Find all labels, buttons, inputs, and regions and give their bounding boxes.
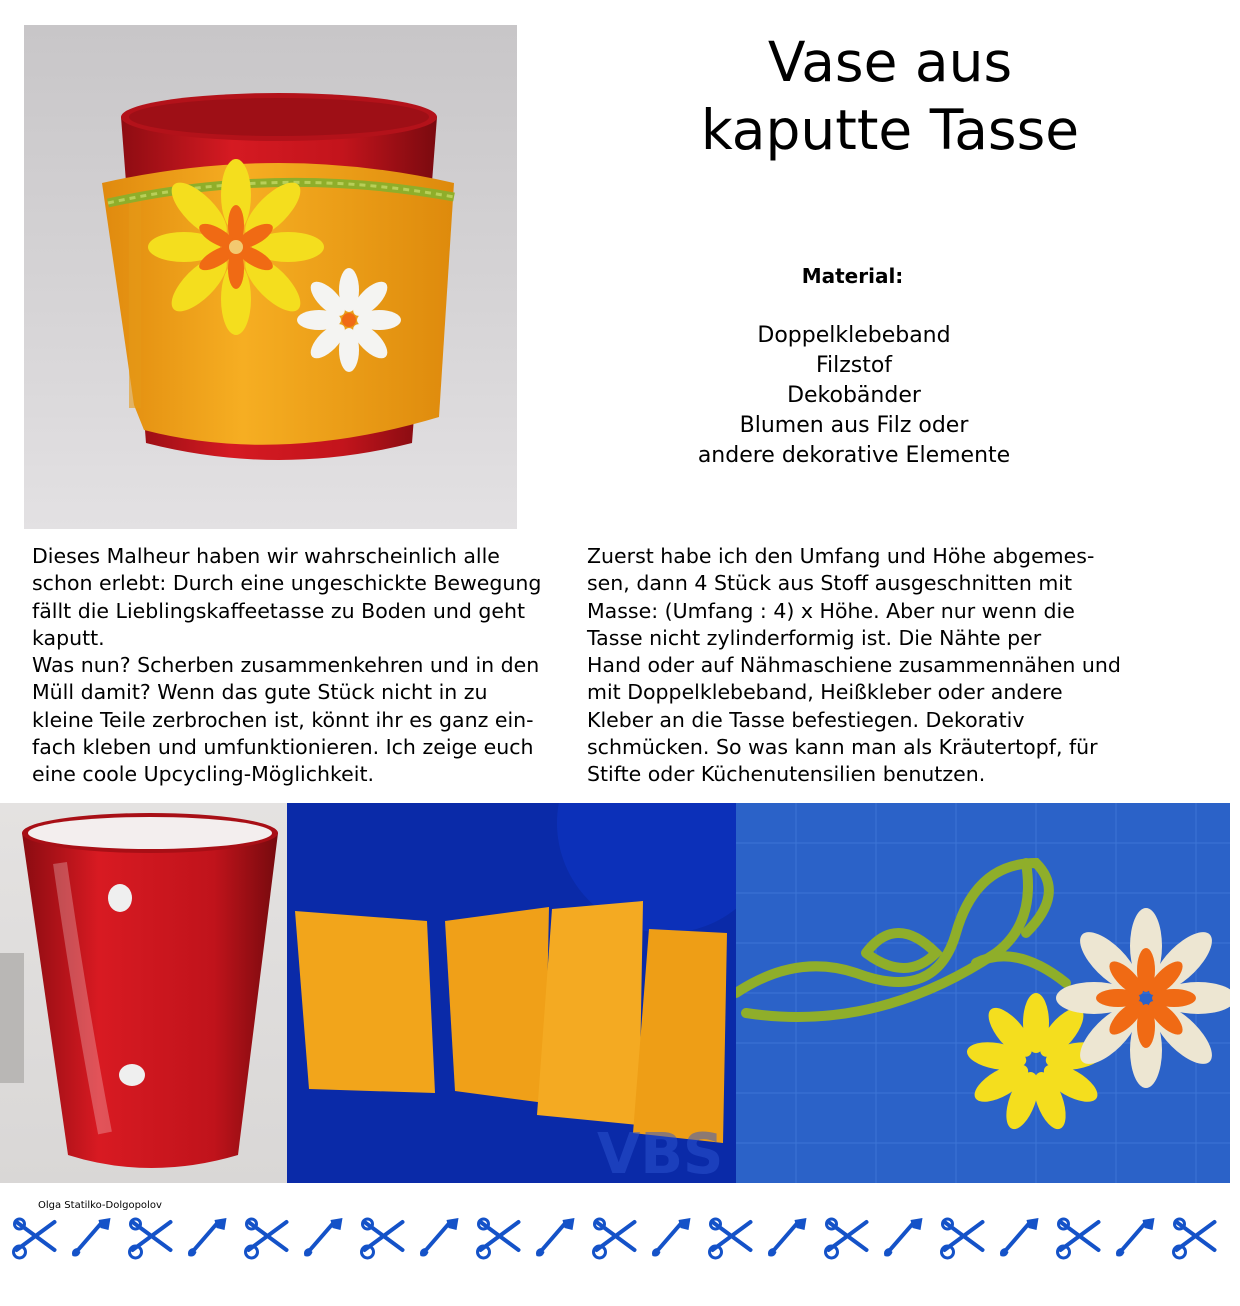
material-list xyxy=(640,321,1068,471)
red-cup-illustration xyxy=(0,803,287,1183)
intro-line: kaputt. xyxy=(32,625,105,650)
paintbrush-icon xyxy=(414,1216,469,1260)
intro-line: eine coole Upcycling-Möglichkeit. xyxy=(32,762,374,787)
material-item: Dekobänder xyxy=(787,383,921,408)
title-line-1: Vase aus xyxy=(767,30,1013,94)
scissors-icon xyxy=(820,1216,875,1260)
title-line-2: kaputte Tasse xyxy=(700,98,1080,162)
hero-photo-felt-cup-vase xyxy=(24,25,517,529)
scissors-icon xyxy=(704,1216,759,1260)
intro-paragraph xyxy=(32,543,572,789)
author-credit: Olga Statilko-Dolgopolov xyxy=(38,1200,162,1211)
page-title xyxy=(600,28,1180,164)
scissors-icon xyxy=(124,1216,179,1260)
photo-red-cup-with-holes xyxy=(0,803,287,1183)
intro-line: Was nun? Scherben zusammenkehren und in den xyxy=(32,653,540,678)
scissors-icon xyxy=(588,1216,643,1260)
intro-line: fach kleben und umfunktionieren. Ich zeige euch xyxy=(32,735,534,760)
decorated-cup-illustration xyxy=(24,25,517,529)
intro-line: fällt die Lieblingskaffeetasse zu Boden und geht xyxy=(32,598,526,623)
paintbrush-icon xyxy=(762,1216,817,1260)
paintbrush-icon xyxy=(994,1216,1049,1260)
instructions-line: sen, dann 4 Stück aus Stoff ausgeschnitten mit xyxy=(587,571,1073,596)
photo-watermark: VBS xyxy=(597,1122,724,1183)
scissors-icon xyxy=(1168,1216,1223,1260)
paintbrush-icon xyxy=(1110,1216,1165,1260)
scissors-icon xyxy=(356,1216,411,1260)
material-item: Doppelklebeband xyxy=(757,323,951,348)
scissors-icon xyxy=(936,1216,991,1260)
paintbrush-icon xyxy=(298,1216,353,1260)
instructions-paragraph xyxy=(587,543,1147,789)
intro-line: Dieses Malheur haben wir wahrscheinlich alle xyxy=(32,544,500,568)
trim-flowers-illustration xyxy=(736,803,1230,1183)
instructions-line: mit Doppelklebeband, Heißkleber oder andere xyxy=(587,680,1063,705)
material-item: Blumen aus Filz oder xyxy=(739,413,969,438)
intro-line: schon erlebt: Durch eine ungeschickte Bewegung xyxy=(32,571,542,596)
scissors-icon xyxy=(472,1216,527,1260)
instructions-line: Tasse nicht zylinderformig ist. Die Nähte per xyxy=(587,625,1042,650)
yellow-felt-flower xyxy=(148,159,324,335)
intro-line: Müll damit? Wenn das gute Stück nicht in zu xyxy=(32,680,488,705)
paintbrush-icon xyxy=(646,1216,701,1260)
photo-orange-felt-pieces xyxy=(287,803,736,1183)
material-item: Filzstof xyxy=(815,353,893,378)
paintbrush-icon xyxy=(530,1216,585,1260)
paintbrush-icon xyxy=(182,1216,237,1260)
paintbrush-icon xyxy=(66,1216,121,1260)
white-felt-flower xyxy=(297,268,401,372)
instructions-line: schmücken. So was kann man als Kräutertopf, für xyxy=(587,735,1098,760)
material-item: andere dekorative Elemente xyxy=(697,443,1011,468)
scissors-icon xyxy=(8,1216,63,1260)
material-heading: Material: xyxy=(801,264,904,288)
instructions-line: Hand oder auf Nähmaschiene zusammennähen und xyxy=(587,653,1121,678)
decorative-border xyxy=(8,1216,1230,1260)
felt-pieces-illustration xyxy=(287,803,736,1183)
paintbrush-icon xyxy=(878,1216,933,1260)
photo-trim-and-flowers xyxy=(736,803,1230,1183)
scissors-icon xyxy=(240,1216,295,1260)
intro-line: kleine Teile zerbrochen ist, könnt ihr es ganz ein- xyxy=(32,707,534,732)
instructions-line: Stifte oder Küchenutensilien benutzen. xyxy=(587,762,986,787)
instructions-line: Masse: (Umfang : 4) x Höhe. Aber nur wenn die xyxy=(587,598,1075,623)
instructions-line: Zuerst habe ich den Umfang und Höhe abgemes- xyxy=(587,544,1095,568)
instructions-line: Kleber an die Tasse befestiegen. Dekorativ xyxy=(587,707,1025,732)
scissors-icon xyxy=(1052,1216,1107,1260)
